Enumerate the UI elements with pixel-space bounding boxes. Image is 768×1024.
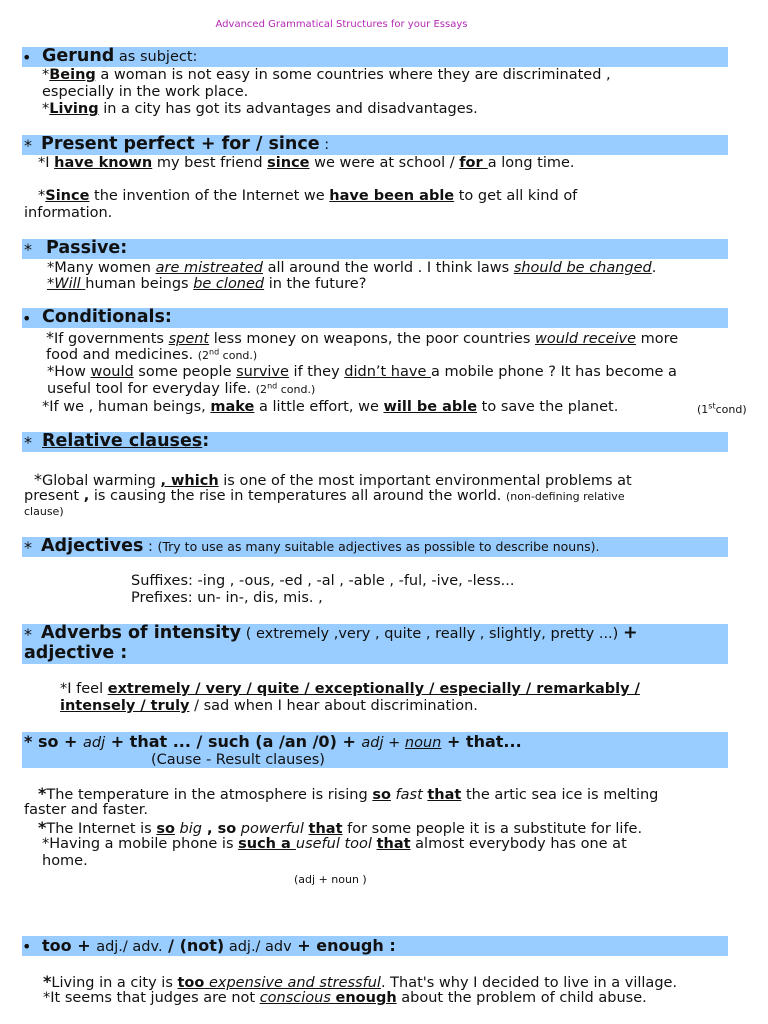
conditionals-example-1-line2: food and medicines. (2nd cond.) xyxy=(46,347,258,363)
asterisk-marker: * xyxy=(24,433,32,452)
so-such-example-3: *Having a mobile phone is such a useful tool that almost everybody has one at xyxy=(42,836,627,852)
conditionals-example-1: *If governments spent less money on weapons, the poor countries would receive more xyxy=(46,328,679,347)
gerund-example-1: *Being a woman is not easy in some countries where they are discriminated , xyxy=(42,67,611,83)
passive-example-2: *Will human beings be cloned in the future? xyxy=(47,276,367,292)
relative-example-1-line2: present , is causing the rise in temperatures all around the world. (non-defining relative xyxy=(24,488,625,504)
asterisk-marker: * xyxy=(24,136,32,155)
so-such-example-1-line2: faster and faster. xyxy=(24,802,149,818)
so-such-example-2: *The Internet is so big , so powerful that for some people it is a substitute for life. xyxy=(38,818,643,837)
adverbs-example-1-line2: intensely / truly / sad when I hear about discrimination. xyxy=(60,698,478,714)
relative-example-1: *Global warming , which is one of the most important environmental problems at xyxy=(34,470,632,489)
heading-conditionals: Conditionals: xyxy=(42,307,172,327)
asterisk-marker: * xyxy=(24,625,32,644)
bullet-icon: • xyxy=(22,48,32,67)
heading-passive: Passive: xyxy=(46,238,128,258)
passive-example-1: *Many women are mistreated all around the world . I think laws should be changed. xyxy=(47,260,657,276)
adjectives-suffixes: Suffixes: -ing , -ous, -ed , -al , -able , -ful, -ive, -less... xyxy=(131,573,515,589)
so-such-note: (adj + noun ) xyxy=(294,873,367,886)
conditionals-example-3: *If we , human beings, make a little effort, we will be able to save the planet. xyxy=(42,399,619,415)
too-enough-example-1: *Living in a city is too expensive and stressful. That's why I decided to live in a village. xyxy=(43,972,678,991)
so-such-example-3-line2: home. xyxy=(42,853,88,869)
heading-gerund: Gerund as subject: xyxy=(42,46,198,66)
heading-so-such: * so + adj + that ... / such (a /an /0) + adj + noun + that... xyxy=(24,732,522,751)
conditionals-example-2: *How would some people survive if they didn’t have a mobile phone ? It has become a xyxy=(47,364,677,380)
bullet-icon: • xyxy=(22,937,32,956)
bullet-icon: • xyxy=(22,309,32,328)
so-such-example-1: *The temperature in the atmosphere is rising so fast that the artic sea ice is melting xyxy=(38,784,659,803)
heading-present-perfect: Present perfect + for / since : xyxy=(41,134,330,154)
heading-adverbs-line2: adjective : xyxy=(24,643,128,663)
present-perfect-example-1: *I have known my best friend since we were at school / for a long time. xyxy=(38,155,575,171)
document-title: Advanced Grammatical Structures for your Essays xyxy=(215,19,468,30)
heading-too-enough: too + adj./ adv. / (not) adj./ adv + enough : xyxy=(42,936,396,955)
present-perfect-example-2: *Since the invention of the Internet we have been able to get all kind of xyxy=(38,188,578,204)
adjectives-prefixes: Prefixes: un- in-, dis, mis. , xyxy=(131,590,323,606)
section-bar-passive xyxy=(22,239,728,259)
heading-adjectives: Adjectives : (Try to use as many suitable adjectives as possible to describe nouns). xyxy=(41,536,600,556)
heading-relative-clauses: Relative clauses: xyxy=(42,431,210,451)
asterisk-marker: * xyxy=(24,538,32,557)
so-such-subtitle: (Cause - Result clauses) xyxy=(151,752,325,768)
conditionals-example-2-line2: useful tool for everyday life. (2nd cond.) xyxy=(47,381,316,397)
too-enough-example-2: *It seems that judges are not conscious enough about the problem of child abuse. xyxy=(43,990,647,1006)
heading-adverbs: Adverbs of intensity ( extremely ,very , quite , really , slightly, pretty ...) + xyxy=(41,623,638,643)
conditionals-first-cond-label: (1stcond) xyxy=(697,401,747,416)
gerund-example-1-line2: especially in the work place. xyxy=(42,84,249,100)
asterisk-marker: * xyxy=(24,240,32,259)
adverbs-example-1: *I feel extremely / very / quite / exceptionally / especially / remarkably / xyxy=(60,681,640,697)
present-perfect-example-2-line2: information. xyxy=(24,205,113,221)
relative-note-line2: clause) xyxy=(24,505,64,518)
gerund-example-2: *Living in a city has got its advantages and disadvantages. xyxy=(42,101,478,117)
